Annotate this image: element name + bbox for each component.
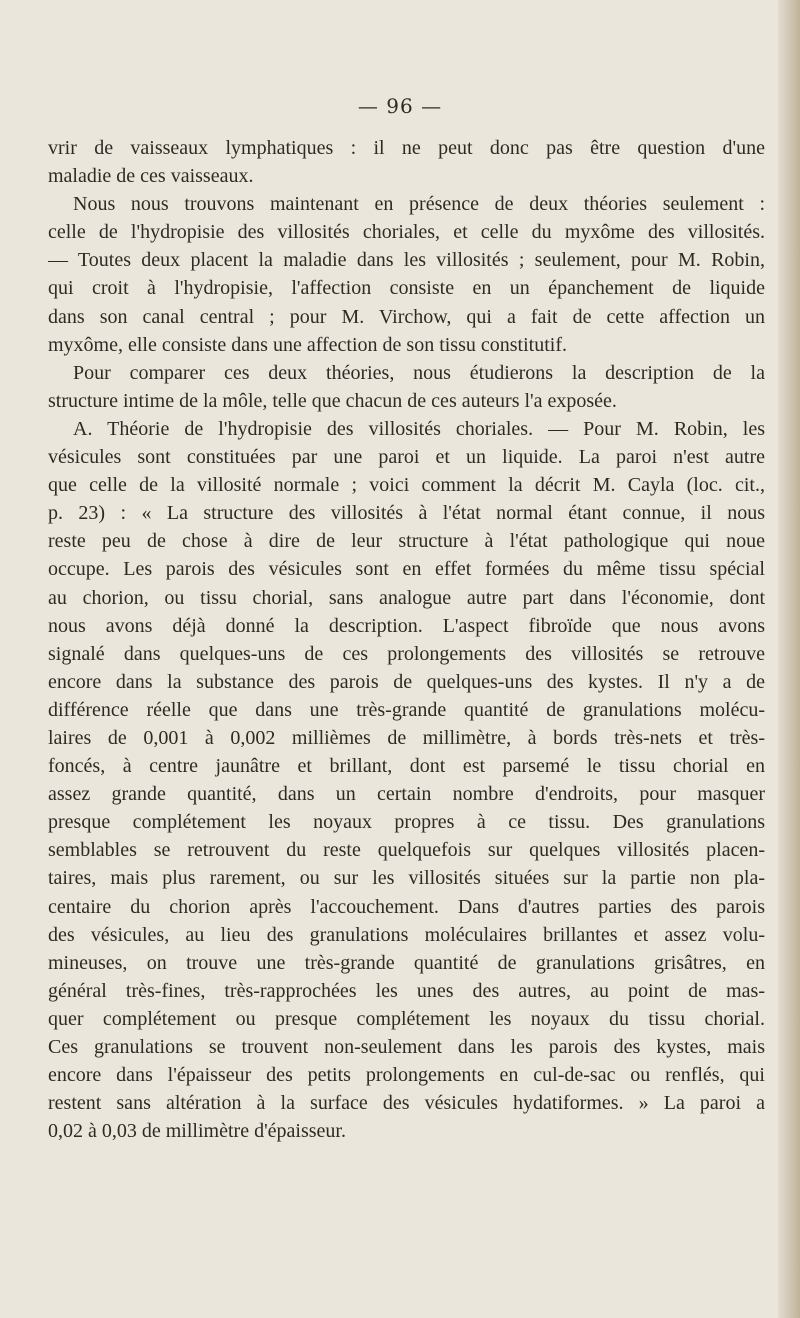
body-text [48, 134, 765, 1145]
text-line: que celle de la villosité normale ; voici comment la décrit M. Cayla (loc. cit., [48, 474, 765, 497]
text-line: encore dans l'épaisseur des petits prolongements en cul-de-sac ou renflés, qui [48, 1064, 765, 1087]
text-line: dans son canal central ; pour M. Virchow, qui a fait de cette affection un [48, 305, 765, 328]
text-line: myxôme, elle consiste dans une affection de son tissu constitutif. [48, 333, 567, 356]
text-line: A. Théorie de l'hydropisie des villosités choriales. — Pour M. Robin, les [73, 417, 765, 440]
page-edge [778, 0, 800, 1318]
text-line: 0,02 à 0,03 de millimètre d'épaisseur. [48, 1120, 346, 1143]
text-line: semblables se retrouvent du reste quelquefois sur quelques villosités placen- [48, 839, 765, 862]
text-line: laires de 0,001 à 0,002 millièmes de millimètre, à bords très-nets et très- [48, 726, 765, 749]
text-line: structure intime de la môle, telle que chacun de ces auteurs l'a exposée. [48, 389, 617, 412]
text-line: des vésicules, au lieu des granulations moléculaires brillantes et assez volu- [48, 923, 765, 946]
text-line: restent sans altération à la surface des vésicules hydatiformes. » La paroi a [48, 1092, 765, 1115]
text-line: Pour comparer ces deux théories, nous étudierons la description de la [73, 361, 765, 384]
text-line: presque complétement les noyaux propres à ce tissu. Des granulations [48, 811, 765, 834]
text-line: nous avons déjà donné la description. L'aspect fibroïde que nous avons [48, 614, 765, 637]
text-line: différence réelle que dans une très-grande quantité de granulations molécu- [48, 698, 765, 721]
text-line: quer complétement ou presque complétement les noyaux du tissu chorial. [48, 1007, 765, 1030]
text-line: vésicules sont constituées par une paroi et un liquide. La paroi n'est autre [48, 446, 765, 469]
text-line: signalé dans quelques-uns de ces prolongements des villosités se retrouve [48, 642, 765, 665]
text-line: centaire du chorion après l'accouchement. Dans d'autres parties des parois [48, 895, 765, 918]
text-line: occupe. Les parois des vésicules sont en effet formées du même tissu spécial [48, 558, 765, 581]
text-line: foncés, à centre jaunâtre et brillant, dont est parsemé le tissu chorial en [48, 755, 765, 778]
text-line: encore dans la substance des parois de quelques-uns des kystes. Il n'y a de [48, 670, 765, 693]
text-line: — Toutes deux placent la maladie dans les villosités ; seulement, pour M. Robin, [48, 249, 765, 272]
text-line: vrir de vaisseaux lymphatiques : il ne peut donc pas être question d'une [48, 137, 765, 159]
text-line: reste peu de chose à dire de leur structure à l'état pathologique qui noue [48, 530, 765, 553]
text-line: Nous nous trouvons maintenant en présence de deux théories seulement : [73, 193, 765, 216]
text-line: assez grande quantité, dans un certain nombre d'endroits, pour masquer [48, 783, 765, 806]
text-line: général très-fines, très-rapprochées les unes des autres, au point de mas- [48, 979, 765, 1002]
text-line: mineuses, on trouve une très-grande quantité de granulations grisâtres, en [48, 951, 765, 974]
text-line: au chorion, ou tissu chorial, sans analogue autre part dans l'économie, dont [48, 586, 765, 609]
text-line: Ces granulations se trouvent non-seulement dans les parois des kystes, mais [48, 1036, 765, 1058]
text-line: qui croit à l'hydropisie, l'affection consiste en un épanchement de liquide [48, 277, 765, 300]
text-line: celle de l'hydropisie des villosités choriales, et celle du myxôme des villosités. [48, 221, 765, 244]
page-number: — 96 — [357, 94, 443, 118]
text-line: p. 23) : « La structure des villosités à l'état normal étant connue, il nous [48, 502, 765, 525]
text-line: maladie de ces vaisseaux. [48, 165, 254, 188]
text-line: taires, mais plus rarement, ou sur les villosités situées sur la partie non pla- [48, 867, 765, 890]
